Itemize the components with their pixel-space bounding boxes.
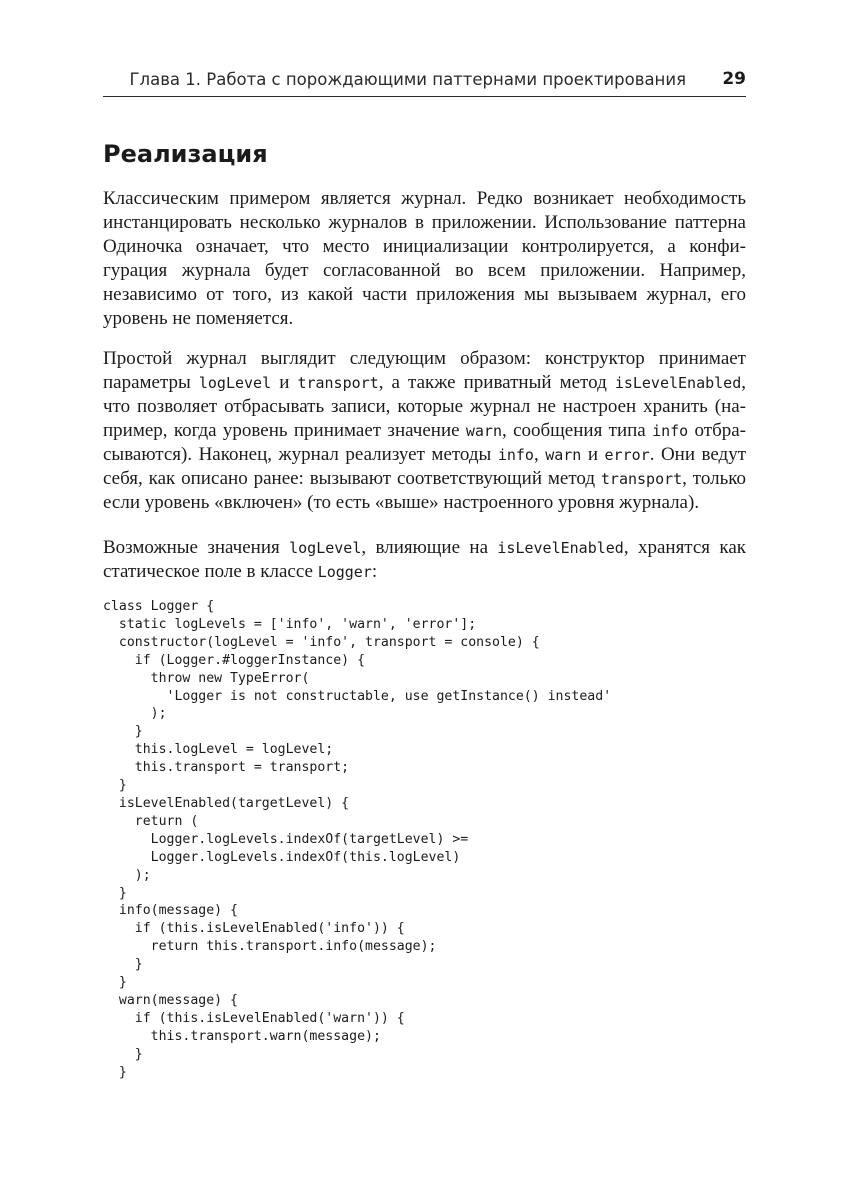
text-run: что позволяет отбрасывать записи, которые журнал не настроен хранить (на- bbox=[103, 396, 746, 417]
paragraph-intro bbox=[103, 187, 746, 331]
text-line bbox=[103, 283, 746, 307]
code-line: } bbox=[103, 957, 143, 973]
text-run: гурация журнала будет согласованной во всем приложении. Например, bbox=[103, 260, 746, 281]
code-line: 'Logger is not constructable, use getInstance() instead' bbox=[103, 688, 612, 704]
text-line bbox=[103, 395, 746, 419]
code-line: } bbox=[103, 724, 143, 740]
text-line bbox=[103, 443, 746, 467]
text-line bbox=[103, 187, 746, 211]
code-line: isLevelEnabled(targetLevel) { bbox=[103, 795, 350, 811]
code-line: this.logLevel = logLevel; bbox=[103, 742, 334, 758]
paragraph-simple-logger bbox=[103, 347, 746, 515]
text-run: , влияющие на bbox=[361, 537, 498, 558]
inline-code: transport bbox=[297, 374, 379, 392]
text-run: и bbox=[581, 444, 605, 465]
code-line: } bbox=[103, 1064, 127, 1080]
inline-code: warn bbox=[545, 446, 582, 464]
code-line: ); bbox=[103, 706, 167, 722]
inline-code: isLevelEnabled bbox=[614, 374, 742, 392]
inline-code: info bbox=[497, 446, 534, 464]
text-line bbox=[103, 491, 746, 515]
inline-code: info bbox=[652, 422, 689, 440]
text-run: себя, как описано ранее: вызывают соответствующий метод bbox=[103, 468, 601, 489]
text-run: , сообщения типа bbox=[502, 420, 653, 441]
code-line: } bbox=[103, 778, 127, 794]
text-line bbox=[103, 259, 746, 283]
text-line bbox=[103, 467, 746, 491]
text-line bbox=[103, 347, 746, 371]
text-run: , bbox=[533, 444, 546, 465]
code-line: class Logger { bbox=[103, 599, 215, 614]
running-header bbox=[103, 66, 746, 97]
code-line: this.transport.warn(message); bbox=[103, 1028, 381, 1044]
text-run: Возможные значения bbox=[103, 537, 290, 558]
code-line: Logger.logLevels.indexOf(targetLevel) >= bbox=[103, 831, 469, 847]
text-run: уровень не поменяется. bbox=[103, 308, 294, 329]
text-run: если уровень «включен» (то есть «выше» настроенного уровня журнала). bbox=[103, 492, 700, 513]
code-line: throw new TypeError( bbox=[103, 670, 310, 686]
code-line: } bbox=[103, 975, 127, 991]
text-run: статическое поле в классе bbox=[103, 561, 318, 582]
text-run: . Они ведут bbox=[649, 444, 747, 465]
text-run: инстанцировать несколько журналов в приложении. Использование паттерна bbox=[103, 212, 746, 233]
inline-code: logLevel bbox=[289, 539, 362, 557]
inline-code: warn bbox=[465, 422, 502, 440]
inline-code: Logger bbox=[317, 563, 372, 581]
code-line: return this.transport.info(message); bbox=[103, 939, 437, 955]
code-listing bbox=[103, 598, 611, 1081]
code-line: Logger.logLevels.indexOf(this.logLevel) bbox=[103, 849, 461, 865]
running-title: Глава 1. Работа с порождающими паттернами проектирования bbox=[129, 70, 686, 89]
text-run: , а также приватный метод bbox=[378, 372, 615, 393]
inline-code: logLevel bbox=[198, 374, 272, 392]
code-line: if (this.isLevelEnabled('warn')) { bbox=[103, 1010, 405, 1026]
text-run: : bbox=[371, 561, 378, 582]
text-line bbox=[103, 371, 746, 395]
page-number: 29 bbox=[722, 69, 746, 89]
text-line bbox=[103, 211, 746, 235]
code-line: } bbox=[103, 885, 127, 901]
text-line bbox=[103, 307, 746, 331]
section-title: Реализация bbox=[103, 140, 268, 168]
code-line: return ( bbox=[103, 813, 199, 829]
code-line: ); bbox=[103, 867, 151, 883]
text-run: Классическим примером является журнал. Редко возникает необходимость bbox=[103, 188, 746, 209]
text-line bbox=[103, 235, 746, 259]
code-line: } bbox=[103, 1046, 143, 1062]
text-run: независимо от того, из какой части приложения мы вызываем журнал, его bbox=[103, 284, 746, 305]
inline-code: error bbox=[604, 446, 650, 464]
text-line bbox=[103, 536, 746, 560]
text-line bbox=[103, 560, 746, 584]
text-line bbox=[103, 419, 746, 443]
paragraph-log-levels bbox=[103, 536, 746, 584]
text-run: , хранятся как bbox=[623, 537, 747, 558]
code-line: static logLevels = ['info', 'warn', 'error']; bbox=[103, 616, 477, 632]
text-run: Простой журнал выглядит следующим образом: конструктор принимает bbox=[103, 348, 746, 369]
text-run: , только bbox=[682, 468, 747, 489]
text-run: отбра- bbox=[688, 420, 746, 441]
code-line: if (Logger.#loggerInstance) { bbox=[103, 652, 366, 668]
inline-code: isLevelEnabled bbox=[497, 539, 624, 557]
text-run: и bbox=[271, 372, 298, 393]
code-line: if (this.isLevelEnabled('info')) { bbox=[103, 921, 405, 937]
text-run: Одиночка означает, что место инициализации контролируется, а конфи- bbox=[103, 236, 746, 257]
text-run: сываются). Наконец, журнал реализует методы bbox=[103, 444, 498, 465]
text-run: параметры bbox=[103, 372, 199, 393]
code-line: info(message) { bbox=[103, 903, 238, 919]
text-run: пример, когда уровень принимает значение bbox=[103, 420, 466, 441]
text-run: , bbox=[741, 372, 746, 393]
inline-code: transport bbox=[600, 470, 683, 488]
code-line: this.transport = transport; bbox=[103, 760, 350, 776]
code-line: constructor(logLevel = 'info', transport = console) { bbox=[103, 634, 540, 650]
code-line: warn(message) { bbox=[103, 992, 238, 1008]
